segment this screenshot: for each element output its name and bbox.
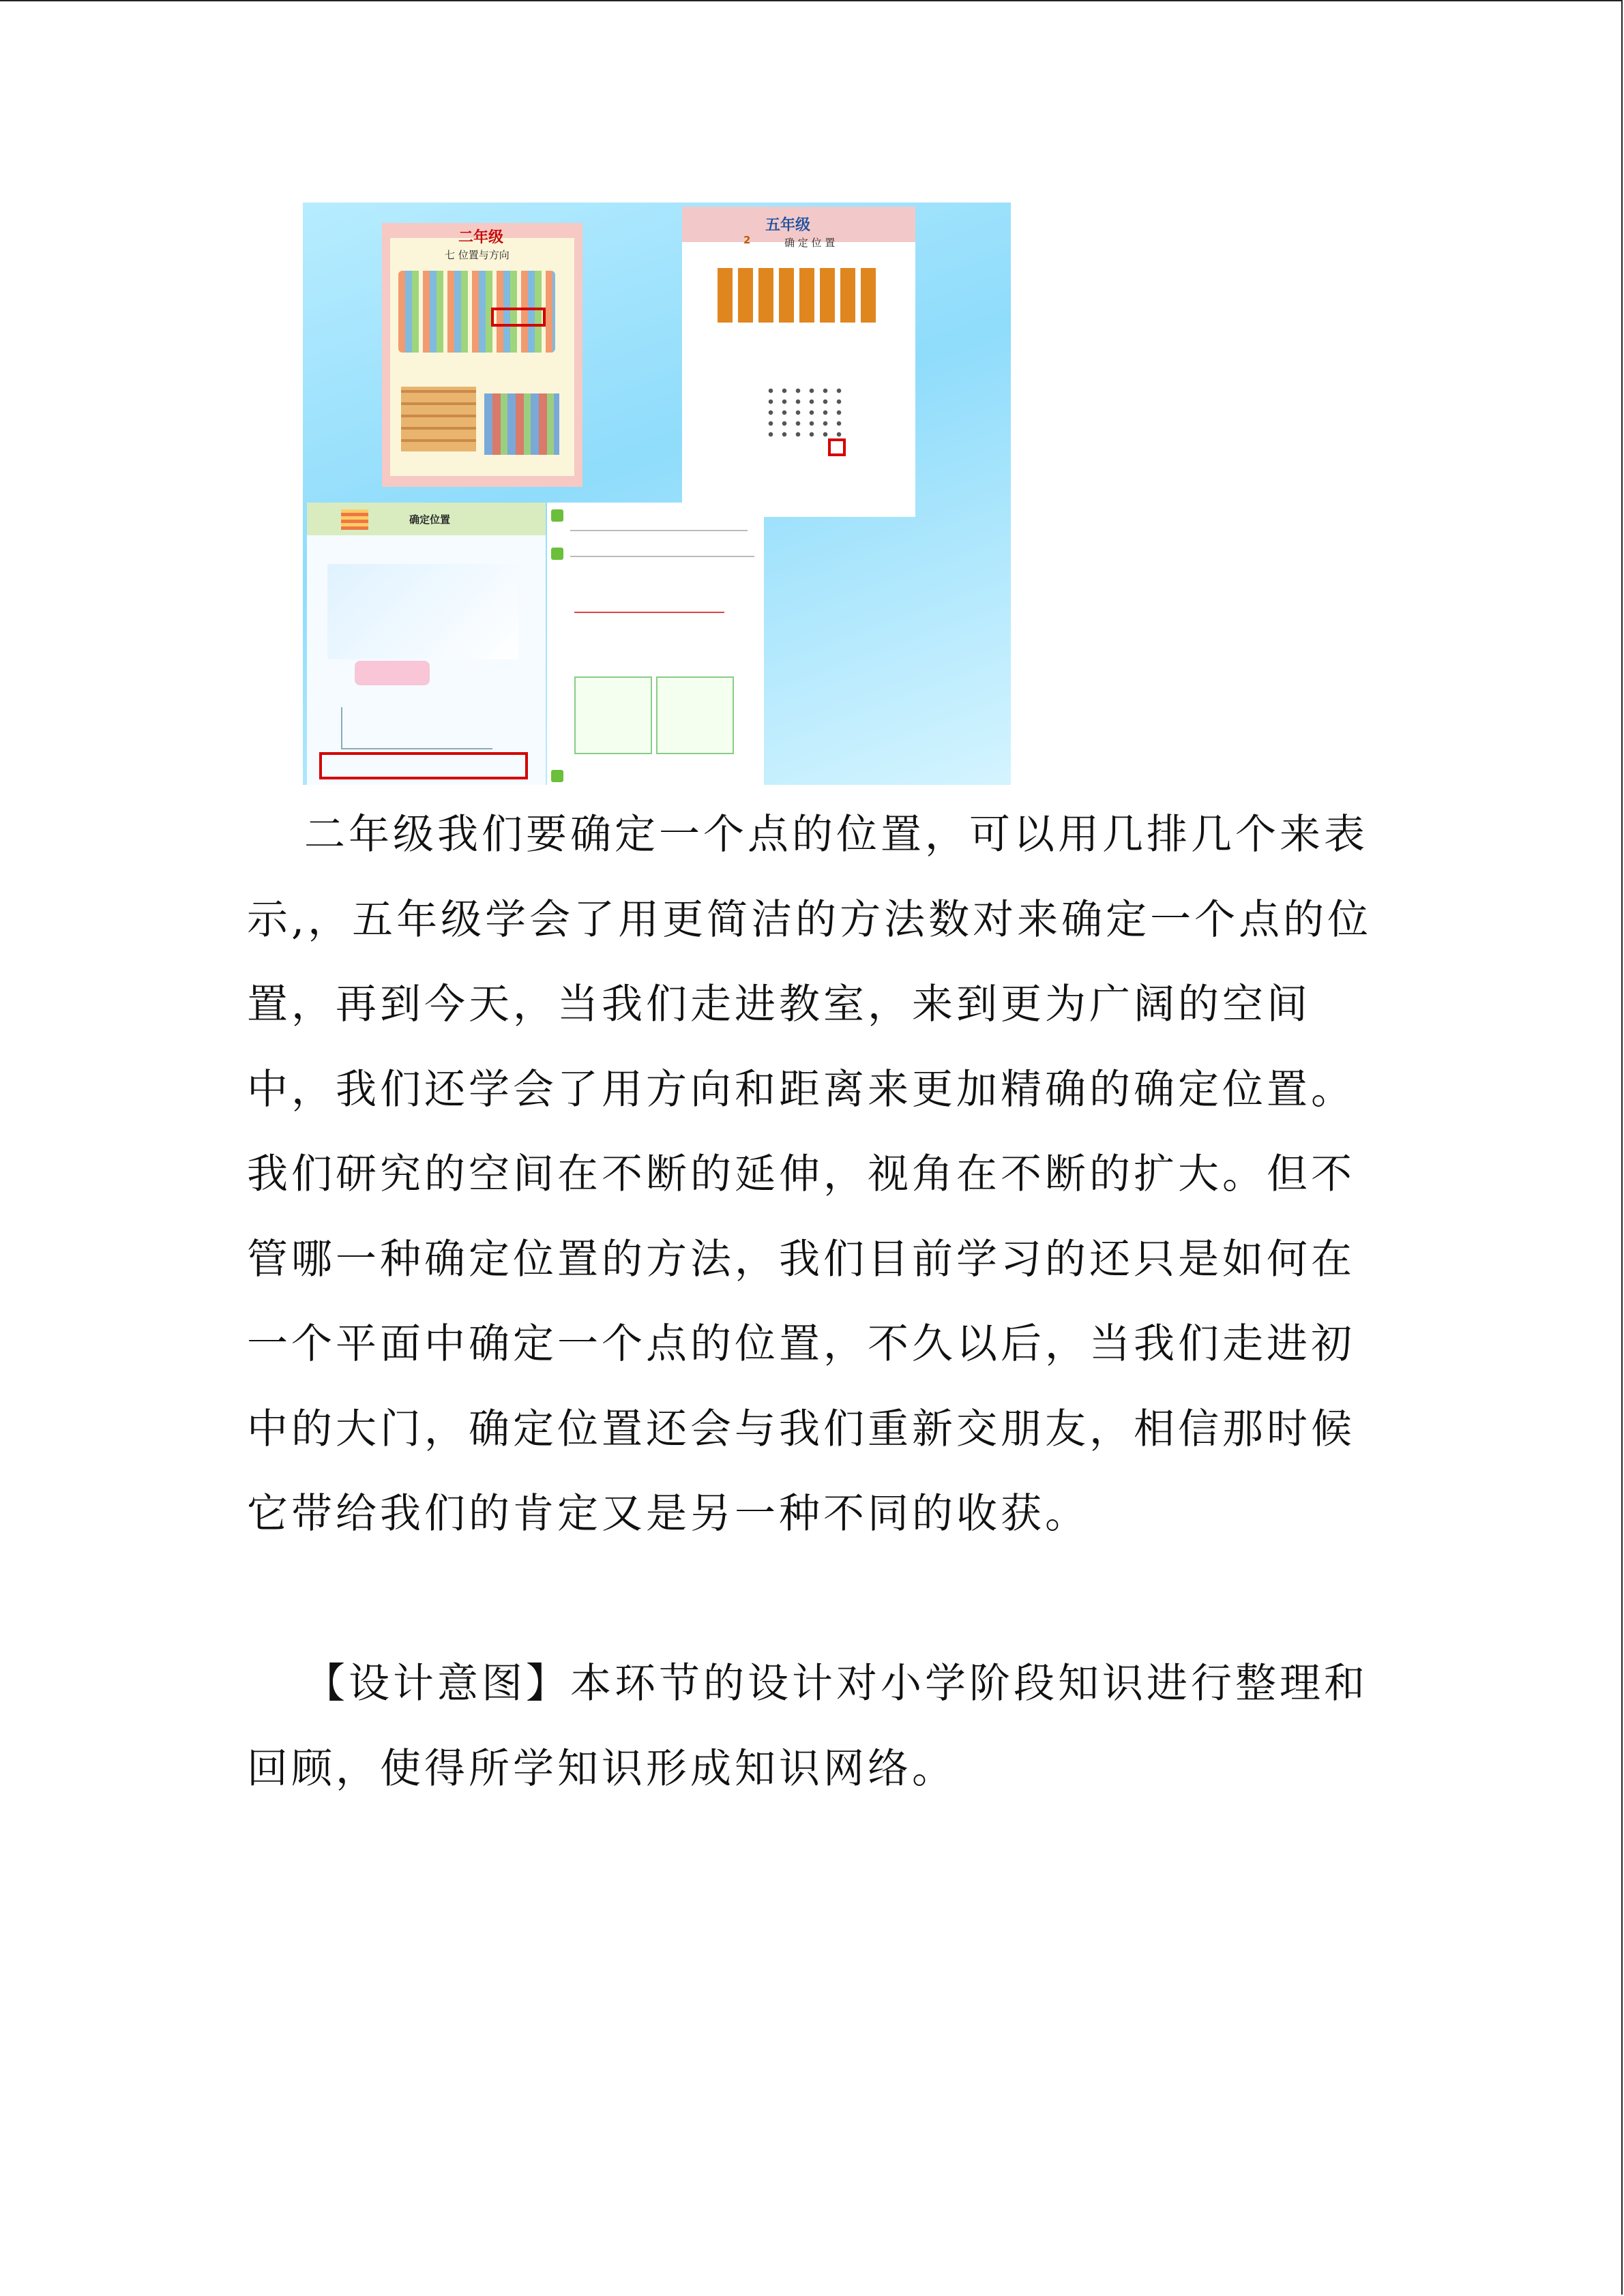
dot-grid-illustration <box>764 385 846 438</box>
exercise-tag <box>551 509 563 522</box>
bookshelf-illustration <box>484 393 559 455</box>
design-intent-paragraph: 【设计意图】本环节的设计对小学阶段知识进行整理和回顾，使得所学知识形成知识网络。 <box>247 1660 1368 1793</box>
grade6-textbook-page-right <box>547 503 764 785</box>
exercise-tag <box>551 770 563 782</box>
body-paragraph: 二年级我们要确定一个点的位置，可以用几排几个来表示,，五年级学会了用更简洁的方法数对来确定一个点的位置，再到今天，当我们走进教室，来到更为广阔的空间中，我们还学会了用方向和距离来更加精确的确定位置。我们研究的空间在不断的延伸，视角在不断的扩大。但不管哪一种确定位置的方法，我们目前学习的还只是如何在一个平面中确定一个点的位置，不久以后，当我们走进初中的大门，确定位置还会与我们重新交朋友，相信那时候它带给我们的肯定又是另一种不同的收获。 <box>247 811 1372 1538</box>
grade5-textbook-page <box>682 207 915 517</box>
grade5-subtitle: 确 定 位 置 <box>784 237 836 249</box>
grade2-subtitle: 七 位置与方向 <box>445 249 510 261</box>
map-diagram-left <box>574 676 652 754</box>
direction-diagram <box>327 564 518 659</box>
highlight-box <box>319 752 528 779</box>
text-line <box>570 530 748 531</box>
number-line <box>574 612 724 613</box>
grade2-textbook-page <box>382 223 582 487</box>
building-illustration <box>401 387 476 451</box>
highlight-box <box>828 438 846 456</box>
grade2-heading: 二年级 <box>458 229 504 246</box>
textbook-collage-image <box>303 203 1011 785</box>
grade6-textbook-page-left <box>307 503 546 785</box>
speech-bubble <box>355 661 430 685</box>
grade5-lesson-number: 2 <box>743 234 751 246</box>
exercise-tag <box>551 548 563 560</box>
angle-diagram <box>341 707 492 749</box>
highlight-box <box>491 308 546 327</box>
classroom-seats-illustration <box>718 268 881 323</box>
text-line <box>570 556 754 557</box>
map-diagram-right <box>656 676 734 754</box>
grade6-subtitle: 确定位置 <box>409 513 451 526</box>
grade5-heading: 五年级 <box>765 217 811 234</box>
lesson-badge <box>341 509 368 530</box>
